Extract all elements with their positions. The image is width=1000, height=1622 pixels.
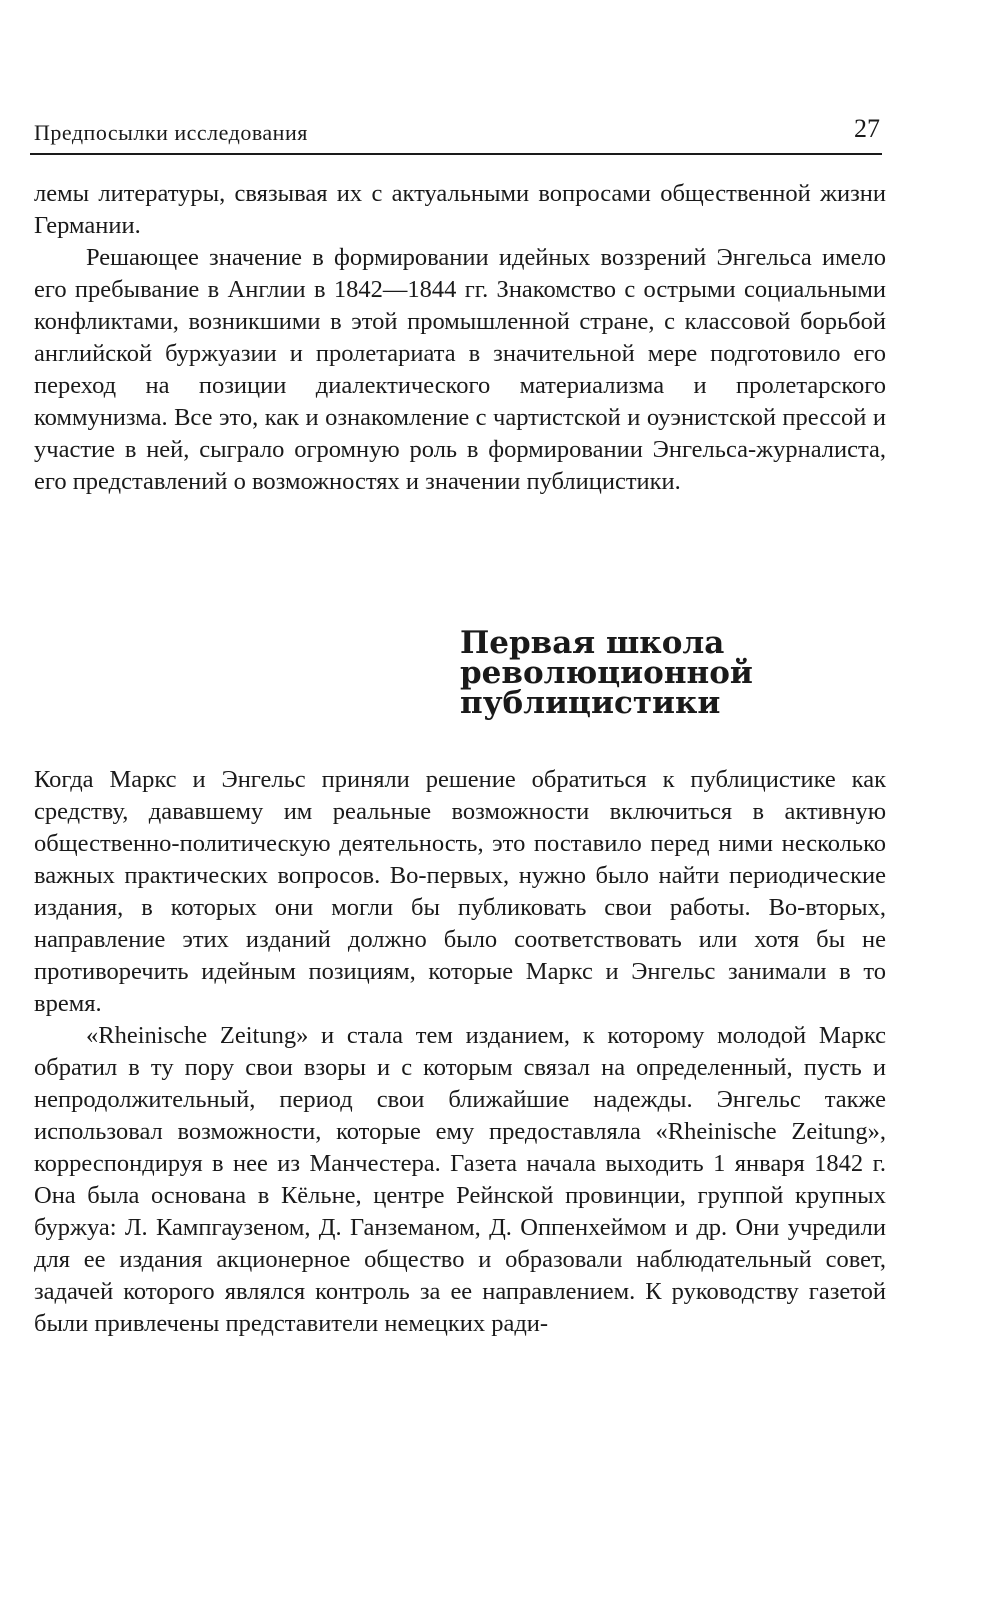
section-heading bbox=[460, 625, 880, 721]
running-title: Предпосылки исследования bbox=[34, 120, 308, 145]
section-heading-line: революционной bbox=[460, 655, 753, 691]
paragraph: «Rheinische Zeitung» и стала тем изданием, к которому молодой Маркс обратил в ту пору свои взоры и с которым связал на определенный, пусть и непродолжительный, период свои ближайшие надежды. Энгельс также использовал возможности, которые ему предоставляла «Rheinische Zeitung», корреспондируя в нее из Манчестера. Газета начала выходить 1 января 1842 г. Она была основана в Кёльне, центре Рейнской провинции, группой крупных буржуа: Л. Кампгаузеном, Д. Ганземаном, Д. Оппенхеймом и др. Они учредили для ее издания акционерное общество и образовали наблюдательный совет, задачей которого являлся контроль за ее направлением. К руководству газетой были привлечены представители немецких ради- bbox=[34, 1022, 886, 1337]
header-rule bbox=[30, 153, 882, 155]
running-header bbox=[34, 112, 880, 148]
text-block-bottom bbox=[34, 764, 886, 1340]
section-heading-line: Первая школа bbox=[460, 625, 725, 661]
page-number: 27 bbox=[854, 114, 880, 143]
paragraph: лемы литературы, связывая их с актуальными вопросами общественной жизни Германии. bbox=[34, 180, 886, 239]
section-heading-line: публицистики bbox=[460, 685, 721, 721]
paragraph: Решающее значение в формировании идейных воззрений Энгельса имело его пребывание в Англии в 1842—1844 гг. Знакомство с острыми социальными конфликтами, возникшими в этой промышленной стране, с классовой борьбой английской буржуазии и пролетариата в значительной мере подготовило его переход на позиции диалектического материализма и пролетарского коммунизма. Все это, как и ознакомление с чартистской и оуэнистской прессой и участие в ней, сыграло огромную роль в формировании Энгельса-журналиста, его представлений о возможностях и значении публицистики. bbox=[34, 244, 886, 495]
paragraph: Когда Маркс и Энгельс приняли решение обратиться к публицистике как средству, дававшему им реальные возможности включиться в активную общественно-политическую деятельность, это поставило перед ними несколько важных практических вопросов. Во-первых, нужно было найти периодические издания, в которых они могли бы публиковать свои работы. Во-вторых, направление этих изданий должно было соответствовать или хотя бы не противоречить идейным позициям, которые Маркс и Энгельс занимали в то время. bbox=[34, 766, 886, 1017]
text-block-top bbox=[34, 178, 886, 498]
